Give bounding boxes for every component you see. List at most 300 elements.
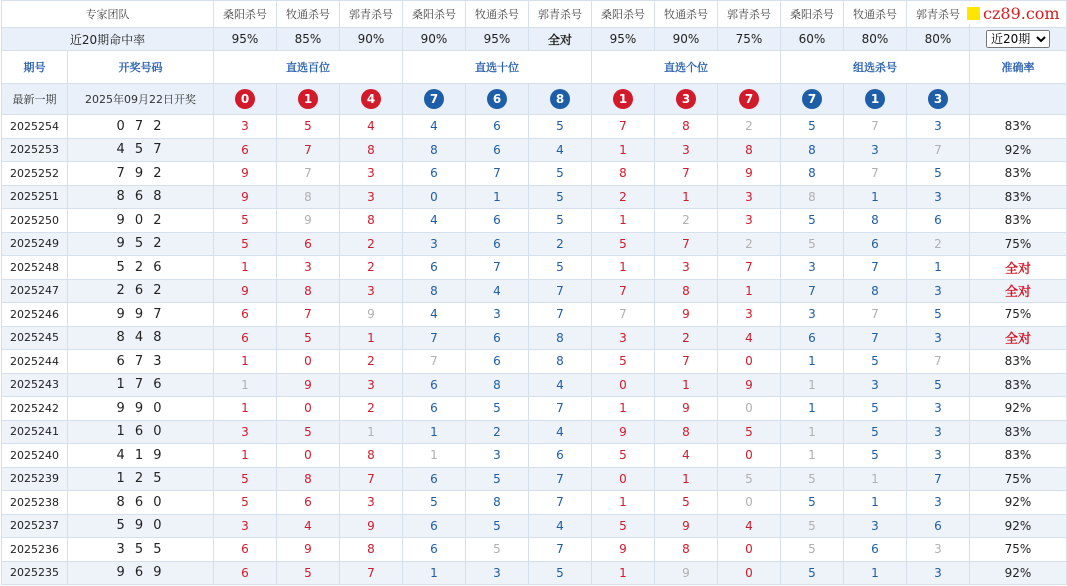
kill-number: 6	[466, 232, 529, 256]
kill-number: 1	[403, 561, 466, 585]
table-row	[2, 115, 1067, 139]
kill-number: 1	[592, 491, 655, 515]
kill-number: 1	[655, 373, 718, 397]
period-number: 2025251	[2, 185, 68, 209]
kill-number: 6	[214, 303, 277, 327]
kill-number: 1	[214, 444, 277, 468]
accuracy-value: 92%	[970, 397, 1067, 421]
hit-rate-value: 90%	[340, 28, 403, 51]
kill-number: 5	[907, 162, 970, 186]
kill-number-ball: 7	[424, 89, 444, 109]
hit-rate-value: 75%	[718, 28, 781, 51]
accuracy-value: 全对	[970, 256, 1067, 280]
kill-number: 5	[592, 232, 655, 256]
expert-name: 牧通杀号	[277, 1, 340, 28]
table-row	[2, 350, 1067, 374]
expert-name: 牧通杀号	[655, 1, 718, 28]
kill-number: 9	[655, 561, 718, 585]
kill-number: 9	[277, 538, 340, 562]
latest-kill-cell	[403, 84, 466, 115]
kill-number: 5	[718, 467, 781, 491]
kill-number: 8	[403, 279, 466, 303]
accuracy-value: 83%	[970, 115, 1067, 139]
kill-number: 3	[340, 373, 403, 397]
kill-number: 4	[340, 115, 403, 139]
kill-number: 5	[907, 303, 970, 327]
kill-number: 6	[403, 538, 466, 562]
kill-number: 4	[718, 326, 781, 350]
kill-number: 3	[214, 420, 277, 444]
kill-number: 3	[844, 373, 907, 397]
kill-number: 8	[655, 538, 718, 562]
kill-number: 7	[277, 162, 340, 186]
draw-number: 6 7 3	[68, 350, 214, 374]
hit-rate-value: 60%	[781, 28, 844, 51]
kill-number: 4	[403, 115, 466, 139]
kill-number: 5	[529, 209, 592, 233]
expert-name: 桑阳杀号	[214, 1, 277, 28]
kill-number: 1	[844, 561, 907, 585]
kill-number: 9	[340, 303, 403, 327]
accuracy-value: 全对	[970, 279, 1067, 303]
period-number: 2025250	[2, 209, 68, 233]
expert-name: 郭青杀号	[907, 1, 970, 28]
kill-number-ball: 1	[298, 89, 318, 109]
accuracy-value: 75%	[970, 303, 1067, 327]
kill-number: 6	[466, 326, 529, 350]
accuracy-value: 83%	[970, 420, 1067, 444]
kill-number: 2	[340, 232, 403, 256]
kill-number: 0	[718, 444, 781, 468]
accuracy-value: 83%	[970, 350, 1067, 374]
kill-number: 5	[529, 115, 592, 139]
kill-number: 6	[907, 514, 970, 538]
col-draw: 开奖号码	[68, 51, 214, 84]
draw-number: 0 7 2	[68, 115, 214, 139]
kill-number-ball: 8	[550, 89, 570, 109]
kill-number: 7	[466, 256, 529, 280]
kill-number: 2	[340, 397, 403, 421]
kill-number: 3	[214, 115, 277, 139]
kill-number: 1	[403, 420, 466, 444]
kill-number: 6	[214, 326, 277, 350]
draw-number: 4 5 7	[68, 138, 214, 162]
expert-name: 桑阳杀号	[781, 1, 844, 28]
kill-number: 5	[403, 491, 466, 515]
draw-number: 5 9 0	[68, 514, 214, 538]
kill-number-ball: 7	[739, 89, 759, 109]
kill-number: 2	[718, 115, 781, 139]
accuracy-value: 92%	[970, 514, 1067, 538]
kill-number: 4	[529, 420, 592, 444]
kill-number: 4	[529, 373, 592, 397]
kill-number: 3	[907, 279, 970, 303]
kill-number: 5	[529, 256, 592, 280]
table-row	[2, 138, 1067, 162]
kill-number: 0	[592, 373, 655, 397]
kill-number: 3	[907, 491, 970, 515]
kill-number: 6	[781, 326, 844, 350]
period-number: 2025237	[2, 514, 68, 538]
period-number: 2025243	[2, 373, 68, 397]
kill-number: 6	[403, 373, 466, 397]
hit-rate-value: 80%	[844, 28, 907, 51]
expert-name: 桑阳杀号	[592, 1, 655, 28]
kill-number: 5	[592, 350, 655, 374]
kill-number: 1	[214, 256, 277, 280]
kill-number: 2	[340, 350, 403, 374]
kill-number: 6	[403, 467, 466, 491]
draw-number: 7 9 2	[68, 162, 214, 186]
kill-number: 7	[403, 326, 466, 350]
latest-kill-cell	[655, 84, 718, 115]
kill-number: 9	[655, 303, 718, 327]
kill-number: 3	[907, 115, 970, 139]
kill-number: 5	[655, 491, 718, 515]
period-number: 2025238	[2, 491, 68, 515]
kill-number: 1	[781, 350, 844, 374]
kill-number: 1	[466, 185, 529, 209]
kill-number: 2	[592, 185, 655, 209]
kill-number: 3	[403, 232, 466, 256]
kill-number: 3	[844, 138, 907, 162]
group-hundreds: 直选百位	[214, 51, 403, 84]
draw-number: 9 9 7	[68, 303, 214, 327]
period-number: 2025239	[2, 467, 68, 491]
latest-kill-cell	[781, 84, 844, 115]
kill-number: 1	[214, 373, 277, 397]
kill-number: 8	[655, 420, 718, 444]
latest-kill-cell	[592, 84, 655, 115]
kill-number: 6	[403, 162, 466, 186]
kill-number: 6	[466, 115, 529, 139]
kill-number: 5	[907, 373, 970, 397]
kill-number: 2	[655, 326, 718, 350]
table-row	[2, 279, 1067, 303]
kill-number: 5	[277, 561, 340, 585]
hit-rate-value: 80%	[907, 28, 970, 51]
hit-rate-label: 近20期命中率	[2, 28, 214, 51]
kill-number: 6	[214, 561, 277, 585]
table-row	[2, 373, 1067, 397]
column-header-row	[2, 51, 1067, 84]
site-logo[interactable]	[965, 2, 1065, 24]
kill-number: 5	[844, 350, 907, 374]
table-row	[2, 303, 1067, 327]
kill-number-ball: 0	[235, 89, 255, 109]
period-number: 2025248	[2, 256, 68, 280]
kill-number: 7	[844, 115, 907, 139]
kill-number: 9	[214, 185, 277, 209]
kill-number: 5	[781, 561, 844, 585]
period-number: 2025245	[2, 326, 68, 350]
expert-name: 牧通杀号	[844, 1, 907, 28]
table-row	[2, 162, 1067, 186]
kill-number: 0	[277, 350, 340, 374]
kill-number: 5	[214, 209, 277, 233]
kill-number: 7	[907, 467, 970, 491]
kill-number: 3	[907, 420, 970, 444]
draw-number: 9 9 0	[68, 397, 214, 421]
kill-number: 5	[781, 538, 844, 562]
table-row	[2, 256, 1067, 280]
latest-kill-cell	[907, 84, 970, 115]
kill-number: 9	[340, 514, 403, 538]
latest-kill-cell	[844, 84, 907, 115]
kill-number: 5	[781, 115, 844, 139]
kill-number: 5	[214, 232, 277, 256]
kill-number: 6	[466, 350, 529, 374]
kill-number-ball: 3	[676, 89, 696, 109]
kill-number: 1	[592, 561, 655, 585]
kill-number: 1	[844, 467, 907, 491]
kill-number: 6	[403, 397, 466, 421]
hit-rate-value: 95%	[214, 28, 277, 51]
latest-kill-cell	[466, 84, 529, 115]
kill-number: 8	[655, 115, 718, 139]
kill-number: 7	[844, 256, 907, 280]
kill-number: 9	[214, 279, 277, 303]
kill-number: 3	[466, 561, 529, 585]
kill-number: 1	[592, 256, 655, 280]
kill-number: 6	[466, 209, 529, 233]
draw-number: 8 6 0	[68, 491, 214, 515]
kill-number: 8	[340, 444, 403, 468]
draw-number: 4 1 9	[68, 444, 214, 468]
kill-number: 5	[718, 420, 781, 444]
kill-number: 5	[466, 514, 529, 538]
kill-number-ball: 3	[928, 89, 948, 109]
draw-number: 8 6 8	[68, 185, 214, 209]
kill-number: 9	[655, 397, 718, 421]
kill-number: 8	[277, 467, 340, 491]
kill-number: 5	[529, 162, 592, 186]
kill-number: 8	[844, 209, 907, 233]
kill-number: 3	[718, 209, 781, 233]
kill-number: 7	[844, 326, 907, 350]
kill-number: 5	[781, 209, 844, 233]
kill-number: 8	[529, 326, 592, 350]
hit-rate-value: 90%	[403, 28, 466, 51]
expert-row	[2, 1, 1067, 28]
kill-number: 1	[592, 209, 655, 233]
col-accuracy: 准确率	[970, 51, 1067, 84]
kill-number-ball: 1	[865, 89, 885, 109]
kill-number: 9	[592, 420, 655, 444]
kill-number: 5	[844, 420, 907, 444]
kill-number: 0	[718, 397, 781, 421]
kill-number: 3	[907, 444, 970, 468]
kill-number: 3	[907, 326, 970, 350]
kill-number: 7	[277, 303, 340, 327]
kill-number: 8	[340, 209, 403, 233]
kill-number: 0	[718, 491, 781, 515]
kill-number: 7	[844, 162, 907, 186]
period-select[interactable]	[986, 30, 1050, 48]
kill-number: 7	[529, 397, 592, 421]
accuracy-value: 83%	[970, 209, 1067, 233]
kill-number: 1	[340, 326, 403, 350]
kill-number-ball: 4	[361, 89, 381, 109]
kill-number: 7	[592, 115, 655, 139]
kill-number: 7	[403, 350, 466, 374]
hit-rate-value: 95%	[592, 28, 655, 51]
kill-number: 5	[781, 514, 844, 538]
kill-number: 6	[277, 232, 340, 256]
kill-number: 9	[592, 538, 655, 562]
period-select-cell	[970, 28, 1067, 51]
kill-number: 2	[907, 232, 970, 256]
kill-number: 3	[655, 256, 718, 280]
kill-number: 3	[592, 326, 655, 350]
kill-number: 2	[718, 232, 781, 256]
kill-number: 8	[781, 138, 844, 162]
table-row	[2, 232, 1067, 256]
kill-number: 6	[907, 209, 970, 233]
kill-number: 7	[592, 279, 655, 303]
kill-number-table	[1, 0, 1067, 585]
kill-number: 8	[781, 185, 844, 209]
kill-number: 3	[340, 162, 403, 186]
kill-number: 3	[718, 185, 781, 209]
kill-number: 3	[907, 185, 970, 209]
kill-number: 3	[907, 538, 970, 562]
period-number: 2025246	[2, 303, 68, 327]
kill-number: 5	[277, 420, 340, 444]
kill-number: 7	[907, 350, 970, 374]
kill-number: 1	[214, 397, 277, 421]
table-row	[2, 561, 1067, 585]
draw-number: 1 7 6	[68, 373, 214, 397]
kill-number: 3	[907, 561, 970, 585]
period-number: 2025240	[2, 444, 68, 468]
latest-kill-cell	[277, 84, 340, 115]
kill-number: 5	[529, 185, 592, 209]
draw-number: 9 5 2	[68, 232, 214, 256]
kill-number: 7	[340, 467, 403, 491]
kill-number: 5	[214, 467, 277, 491]
draw-number: 9 0 2	[68, 209, 214, 233]
accuracy-value: 75%	[970, 538, 1067, 562]
kill-number: 5	[592, 444, 655, 468]
latest-kill-cell	[529, 84, 592, 115]
hit-rate-value: 85%	[277, 28, 340, 51]
latest-accuracy-cell	[970, 84, 1067, 115]
kill-number: 3	[781, 303, 844, 327]
expert-name: 桑阳杀号	[403, 1, 466, 28]
kill-number: 2	[529, 232, 592, 256]
accuracy-value: 75%	[970, 467, 1067, 491]
period-number: 2025235	[2, 561, 68, 585]
accuracy-value: 75%	[970, 232, 1067, 256]
kill-number: 5	[466, 538, 529, 562]
kill-number: 9	[718, 373, 781, 397]
kill-number: 6	[214, 138, 277, 162]
accuracy-value: 92%	[970, 561, 1067, 585]
logo-text: cz89.com	[983, 3, 1060, 23]
latest-row	[2, 84, 1067, 115]
draw-number: 3 5 5	[68, 538, 214, 562]
table-row	[2, 185, 1067, 209]
kill-number: 8	[403, 138, 466, 162]
table-row	[2, 491, 1067, 515]
kill-number: 4	[718, 514, 781, 538]
accuracy-value: 92%	[970, 491, 1067, 515]
kill-number: 0	[718, 538, 781, 562]
group-combo: 组选杀号	[781, 51, 970, 84]
kill-number: 9	[277, 373, 340, 397]
kill-number: 7	[655, 232, 718, 256]
kill-number: 1	[403, 444, 466, 468]
kill-number: 5	[214, 491, 277, 515]
kill-number: 3	[655, 138, 718, 162]
kill-number: 5	[277, 115, 340, 139]
kill-number: 3	[340, 491, 403, 515]
kill-number: 1	[592, 138, 655, 162]
kill-number: 3	[340, 279, 403, 303]
kill-number-ball: 6	[487, 89, 507, 109]
table-row	[2, 397, 1067, 421]
kill-number: 6	[214, 538, 277, 562]
kill-number: 1	[718, 279, 781, 303]
kill-number: 1	[907, 256, 970, 280]
period-number: 2025253	[2, 138, 68, 162]
kill-number: 8	[466, 373, 529, 397]
table-row	[2, 444, 1067, 468]
kill-number: 7	[529, 467, 592, 491]
kill-number: 6	[529, 444, 592, 468]
kill-number: 8	[277, 185, 340, 209]
period-number: 2025254	[2, 115, 68, 139]
kill-number: 3	[718, 303, 781, 327]
period-number: 2025236	[2, 538, 68, 562]
kill-number: 8	[277, 279, 340, 303]
latest-draw-date: 2025年09月22日开奖	[68, 84, 214, 115]
kill-number: 5	[844, 444, 907, 468]
kill-number: 0	[592, 467, 655, 491]
kill-number: 3	[844, 514, 907, 538]
kill-number: 0	[718, 561, 781, 585]
kill-number: 0	[403, 185, 466, 209]
kill-number: 1	[844, 491, 907, 515]
kill-number: 1	[655, 185, 718, 209]
kill-number: 8	[466, 491, 529, 515]
period-number: 2025241	[2, 420, 68, 444]
table-row	[2, 467, 1067, 491]
kill-number: 0	[277, 397, 340, 421]
kill-number: 9	[214, 162, 277, 186]
kill-number: 8	[655, 279, 718, 303]
kill-number: 7	[907, 138, 970, 162]
kill-number: 1	[781, 373, 844, 397]
expert-name: 郭青杀号	[340, 1, 403, 28]
accuracy-value: 全对	[970, 326, 1067, 350]
kill-number: 4	[403, 303, 466, 327]
period-number: 2025249	[2, 232, 68, 256]
kill-number: 9	[655, 514, 718, 538]
group-units: 直选个位	[592, 51, 781, 84]
kill-number: 4	[655, 444, 718, 468]
kill-number: 6	[844, 538, 907, 562]
kill-number: 4	[529, 514, 592, 538]
table-row	[2, 514, 1067, 538]
kill-number: 8	[844, 279, 907, 303]
kill-number: 8	[340, 538, 403, 562]
hit-rate-value: 全对	[529, 28, 592, 51]
table-row	[2, 420, 1067, 444]
kill-number: 7	[592, 303, 655, 327]
kill-number: 8	[781, 162, 844, 186]
